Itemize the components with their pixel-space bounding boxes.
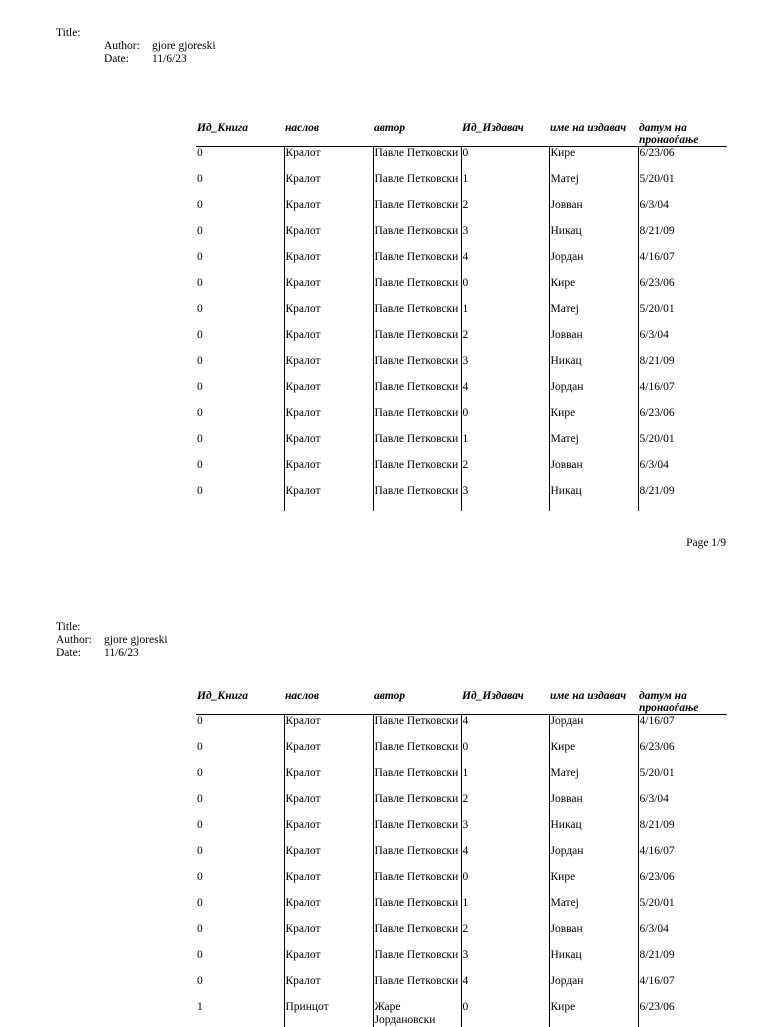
cell-title: Кралот [284,381,373,407]
cell-publisher-id: 4 [461,975,549,1001]
cell-author: Павле Петковски [373,845,461,871]
cell-found-date: 6/23/06 [639,276,675,289]
col-header-title: наслов [284,690,373,715]
cell-book-id: 0 [196,277,284,303]
date-label: Date: [104,53,129,65]
title-label: Title: [56,621,81,633]
report-table-page1 [196,122,727,511]
cell-found-date: 6/3/04 [639,922,669,935]
cell-found-date: 5/20/01 [639,766,675,779]
table-row [196,819,727,845]
table-body-page1 [196,147,727,511]
cell-author: Павле Петковски [373,225,461,251]
cell-author: Павле Петковски [373,355,461,381]
cell-publisher-name: Никац [549,485,638,511]
cell-title: Принцот [284,1001,373,1027]
cell-author: Павле Петковски [373,485,461,511]
cell-author: Павле Петковски [373,741,461,767]
col-header-found-date: датум на пронаоѓање [638,122,727,147]
cell-found-date: 6/23/06 [639,406,675,419]
cell-title: Кралот [284,715,373,741]
cell-publisher-id: 2 [461,923,549,949]
table-row [196,845,727,871]
cell-book-id: 0 [196,767,284,793]
cell-title: Кралот [284,303,373,329]
col-header-book-id: Ид_Книга [196,122,284,147]
cell-found-date: 4/16/07 [639,715,675,727]
cell-book-id: 0 [196,459,284,485]
cell-publisher-name: Никац [549,355,638,381]
table-row [196,433,727,459]
cell-title: Кралот [284,225,373,251]
cell-publisher-id: 3 [461,949,549,975]
cell-book-id: 0 [196,819,284,845]
cell-found-date: 5/20/01 [639,432,675,445]
cell-publisher-name: Јовван [549,329,638,355]
col-header-title: наслов [284,122,373,147]
cell-found-date: 8/21/09 [639,224,675,237]
cell-publisher-id: 2 [461,199,549,225]
cell-publisher-name: Матеј [549,173,638,199]
col-header-book-id: Ид_Книга [196,690,284,715]
cell-publisher-id: 0 [461,147,549,173]
cell-title: Кралот [284,485,373,511]
cell-title: Кралот [284,923,373,949]
cell-found-date: 4/16/07 [639,380,675,393]
cell-author: Павле Петковски [373,715,461,741]
cell-publisher-name: Јовван [549,793,638,819]
author-label: Author: [56,634,92,646]
cell-book-id: 0 [196,407,284,433]
author-value: gjore gjoreski [152,40,216,52]
cell-publisher-id: 3 [461,819,549,845]
cell-title: Кралот [284,897,373,923]
cell-book-id: 0 [196,949,284,975]
cell-publisher-name: Никац [549,949,638,975]
cell-book-id: 0 [196,329,284,355]
table-header-row [196,122,727,147]
cell-publisher-id: 1 [461,433,549,459]
cell-publisher-name: Кире [549,741,638,767]
cell-title: Кралот [284,433,373,459]
cell-found-date: 4/16/07 [639,974,675,987]
cell-publisher-name: Кире [549,277,638,303]
cell-title: Кралот [284,277,373,303]
table-row [196,277,727,303]
cell-book-id: 0 [196,741,284,767]
cell-publisher-id: 0 [461,871,549,897]
cell-found-date: 8/21/09 [639,818,675,831]
author-label: Author: [104,40,140,52]
cell-publisher-name: Јордан [549,845,638,871]
cell-publisher-id: 2 [461,329,549,355]
table-row [196,225,727,251]
cell-title: Кралот [284,147,373,173]
cell-publisher-id: 3 [461,225,549,251]
cell-title: Кралот [284,251,373,277]
cell-book-id: 0 [196,433,284,459]
cell-book-id: 0 [196,845,284,871]
table-row [196,147,727,173]
cell-found-date: 6/23/06 [639,870,675,883]
cell-title: Кралот [284,407,373,433]
cell-found-date: 4/16/07 [639,844,675,857]
cell-title: Кралот [284,459,373,485]
cell-found-date: 8/21/09 [639,354,675,367]
cell-author: Павле Петковски [373,923,461,949]
cell-book-id: 0 [196,897,284,923]
cell-author: Павле Петковски [373,433,461,459]
table-row [196,1001,727,1027]
cell-author: Павле Петковски [373,199,461,225]
cell-publisher-name: Јовван [549,923,638,949]
page-number: Page 1/9 [686,537,726,549]
table-row [196,741,727,767]
cell-book-id: 0 [196,355,284,381]
cell-found-date: 6/23/06 [639,1000,675,1013]
cell-publisher-name: Матеј [549,433,638,459]
cell-book-id: 0 [196,147,284,173]
cell-author: Павле Петковски [373,767,461,793]
cell-author: Павле Петковски [373,871,461,897]
cell-found-date: 6/3/04 [639,792,669,805]
cell-book-id: 0 [196,485,284,511]
date-value: 11/6/23 [152,53,187,65]
cell-found-date: 4/16/07 [639,250,675,263]
table-row [196,199,727,225]
cell-book-id: 0 [196,715,284,741]
col-header-publisher-name: име на издавач [549,690,638,715]
cell-found-date: 8/21/09 [639,948,675,961]
cell-publisher-name: Матеј [549,303,638,329]
col-header-found-date: датум на пронаоѓање [638,690,727,715]
cell-author: Павле Петковски [373,251,461,277]
cell-author: Павле Петковски [373,949,461,975]
cell-author: Павле Петковски [373,147,461,173]
cell-book-id: 0 [196,923,284,949]
cell-book-id: 0 [196,225,284,251]
date-label: Date: [56,647,81,659]
cell-author: Павле Петковски [373,793,461,819]
cell-author: Павле Петковски [373,329,461,355]
cell-title: Кралот [284,819,373,845]
table-row [196,975,727,1001]
cell-publisher-id: 4 [461,251,549,277]
cell-found-date: 5/20/01 [639,172,675,185]
cell-book-id: 1 [196,1001,284,1027]
table-row [196,303,727,329]
table-row [196,715,727,741]
cell-publisher-id: 1 [461,303,549,329]
cell-publisher-name: Јордан [549,715,638,741]
cell-publisher-name: Никац [549,225,638,251]
cell-book-id: 0 [196,871,284,897]
table-row [196,459,727,485]
table-row [196,871,727,897]
cell-publisher-id: 0 [461,407,549,433]
cell-author: Павле Петковски [373,459,461,485]
cell-publisher-id: 3 [461,355,549,381]
cell-book-id: 0 [196,975,284,1001]
table-row [196,381,727,407]
table-row [196,329,727,355]
cell-book-id: 0 [196,303,284,329]
cell-publisher-name: Кире [549,871,638,897]
report-table-page2 [196,690,727,1027]
cell-publisher-id: 0 [461,1001,549,1027]
cell-title: Кралот [284,767,373,793]
cell-title: Кралот [284,199,373,225]
cell-title: Кралот [284,793,373,819]
table-row [196,923,727,949]
cell-author: Павле Петковски [373,277,461,303]
table-row [196,407,727,433]
col-header-author: автор [373,690,461,715]
table-row [196,793,727,819]
cell-title: Кралот [284,845,373,871]
cell-publisher-name: Јордан [549,381,638,407]
col-header-publisher-id: Ид_Издавач [461,690,549,715]
cell-title: Кралот [284,741,373,767]
col-header-author: автор [373,122,461,147]
cell-publisher-id: 0 [461,741,549,767]
table-body-page2 [196,715,727,1027]
cell-title: Кралот [284,975,373,1001]
cell-found-date: 8/21/09 [639,484,675,497]
cell-book-id: 0 [196,251,284,277]
cell-title: Кралот [284,355,373,381]
cell-author: Павле Петковски [373,819,461,845]
cell-publisher-name: Кире [549,147,638,173]
cell-publisher-name: Јовван [549,459,638,485]
cell-publisher-id: 2 [461,459,549,485]
table-row [196,949,727,975]
cell-publisher-id: 1 [461,767,549,793]
cell-author: Павле Петковски [373,975,461,1001]
cell-author: Павле Петковски [373,173,461,199]
cell-found-date: 5/20/01 [639,302,675,315]
table-row [196,355,727,381]
cell-publisher-name: Јордан [549,975,638,1001]
cell-author: Павле Петковски [373,303,461,329]
cell-author: Павле Петковски [373,407,461,433]
col-header-publisher-id: Ид_Издавач [461,122,549,147]
cell-author: Павле Петковски [373,381,461,407]
page1-header [56,27,216,66]
cell-book-id: 0 [196,199,284,225]
cell-found-date: 6/3/04 [639,328,669,341]
author-value: gjore gjoreski [104,634,168,646]
table-row [196,485,727,511]
cell-publisher-id: 3 [461,485,549,511]
cell-found-date: 6/23/06 [639,740,675,753]
cell-found-date: 6/3/04 [639,198,669,211]
cell-title: Кралот [284,329,373,355]
cell-publisher-name: Матеј [549,897,638,923]
cell-publisher-id: 1 [461,897,549,923]
cell-publisher-id: 4 [461,845,549,871]
cell-book-id: 0 [196,173,284,199]
table-row [196,897,727,923]
cell-found-date: 5/20/01 [639,896,675,909]
cell-publisher-name: Кире [549,407,638,433]
date-value: 11/6/23 [104,647,139,659]
title-label: Title: [56,27,81,39]
table-row [196,767,727,793]
page2-header [56,621,168,660]
cell-publisher-name: Јовван [549,199,638,225]
cell-publisher-id: 4 [461,381,549,407]
cell-author: Павле Петковски [373,897,461,923]
cell-found-date: 6/23/06 [639,147,675,159]
cell-found-date: 6/3/04 [639,458,669,471]
cell-publisher-name: Матеј [549,767,638,793]
cell-publisher-name: Јордан [549,251,638,277]
cell-book-id: 0 [196,381,284,407]
cell-publisher-id: 0 [461,277,549,303]
table-row [196,251,727,277]
cell-title: Кралот [284,173,373,199]
cell-author: Жаре Јордановски [373,1001,461,1027]
cell-publisher-name: Кире [549,1001,638,1027]
table-header-row [196,690,727,715]
cell-book-id: 0 [196,793,284,819]
col-header-publisher-name: име на издавач [549,122,638,147]
cell-title: Кралот [284,949,373,975]
cell-publisher-id: 1 [461,173,549,199]
cell-publisher-name: Никац [549,819,638,845]
cell-publisher-id: 2 [461,793,549,819]
table-row [196,173,727,199]
cell-publisher-id: 4 [461,715,549,741]
cell-title: Кралот [284,871,373,897]
